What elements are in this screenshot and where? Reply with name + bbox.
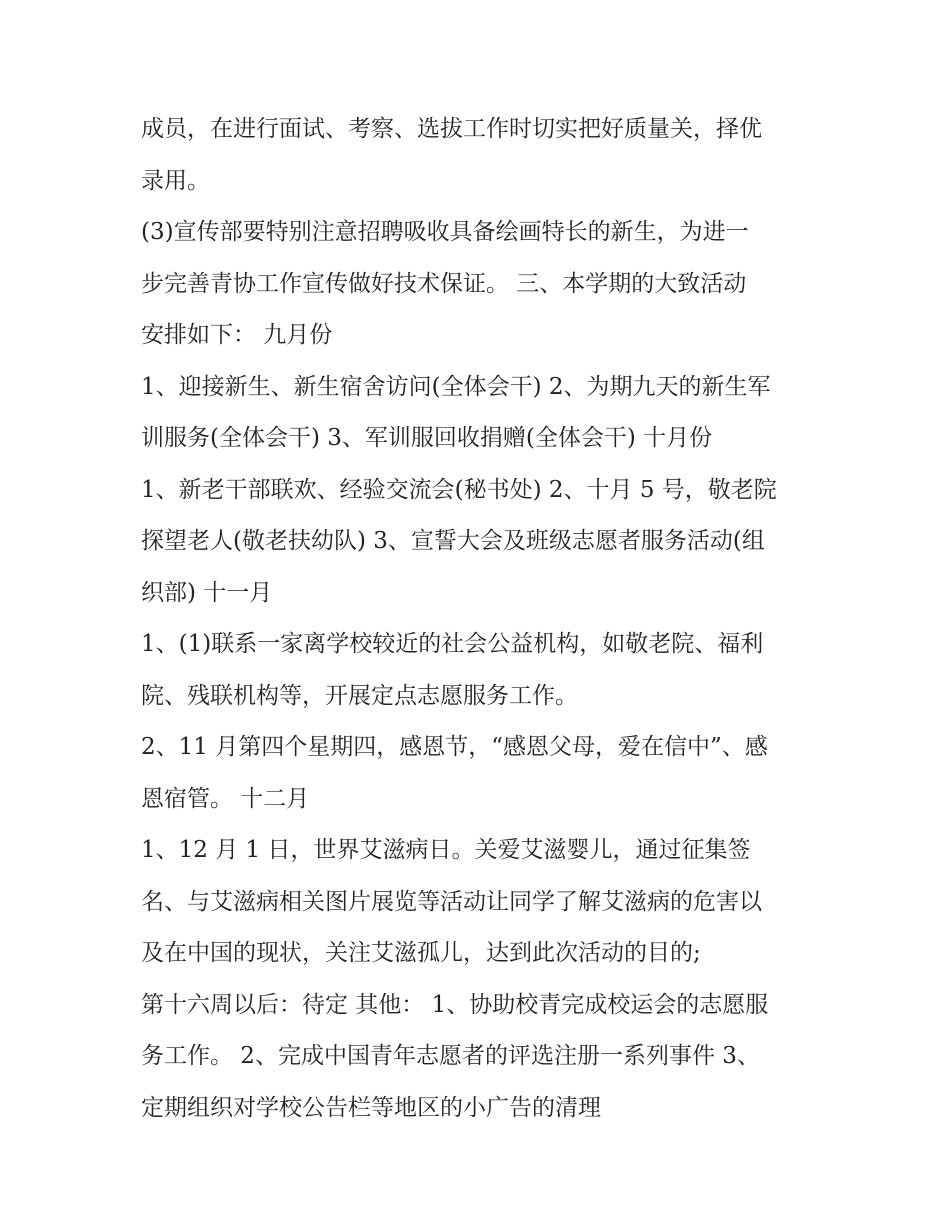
text-line: 探望老人(敬老扶幼队) 3、宣誓大会及班级志愿者服务活动(组 [141, 528, 765, 554]
text-line: 训服务(全体会干) 3、军训服回收捐赠(全体会干) 十月份 [141, 425, 713, 451]
text-line: 步完善青协工作宣传做好技术保证。 三、本学期的大致活动 [141, 270, 747, 297]
text-line: 名、与艾滋病相关图片展览等活动让同学了解艾滋病的危害以 [141, 888, 762, 915]
text-line: 及在中国的现状，关注艾滋孤儿，达到此次活动的目的; [141, 940, 701, 966]
text-line: 织部) 十一月 [141, 579, 273, 606]
body-text [141, 104, 821, 1134]
text-line: 2、11 月第四个星期四，感恩节，“感恩父母，爱在信中”、感 [141, 734, 768, 760]
text-line: (3)宣传部要特别注意招聘吸收具备绘画特长的新生，为进一 [141, 219, 749, 245]
text-line: 安排如下： 九月份 [141, 322, 333, 348]
text-line: 院、残联机构等，开展定点志愿服务工作。 [141, 682, 578, 709]
text-line: 1、(1)联系一家离学校较近的社会公益机构，如敬老院、福利 [141, 631, 764, 657]
text-line: 录用。 [141, 167, 210, 194]
text-line: 成员，在进行面试、考察、选拔工作时切实把好质量关，择优 [141, 116, 762, 142]
text-line: 务工作。 2、完成中国青年志愿者的评选注册一系列事件 3、 [141, 1043, 760, 1069]
text-line: 1、新老干部联欢、经验交流会(秘书处) 2、十月 5 号，敬老院 [141, 476, 777, 503]
text-line: 定期组织对学校公告栏等地区的小广告的清理 [141, 1094, 601, 1121]
text-line: 第十六周以后：待定 其他： 1、协助校青完成校运会的志愿服 [141, 991, 769, 1018]
text-line: 恩宿管。 十二月 [141, 785, 310, 812]
text-line: 1、迎接新生、新生宿舍访问(全体会干) 2、为期九天的新生军 [141, 373, 771, 400]
text-line: 1、12 月 1 日，世界艾滋病日。关爱艾滋婴儿，通过征集签 [141, 837, 751, 863]
